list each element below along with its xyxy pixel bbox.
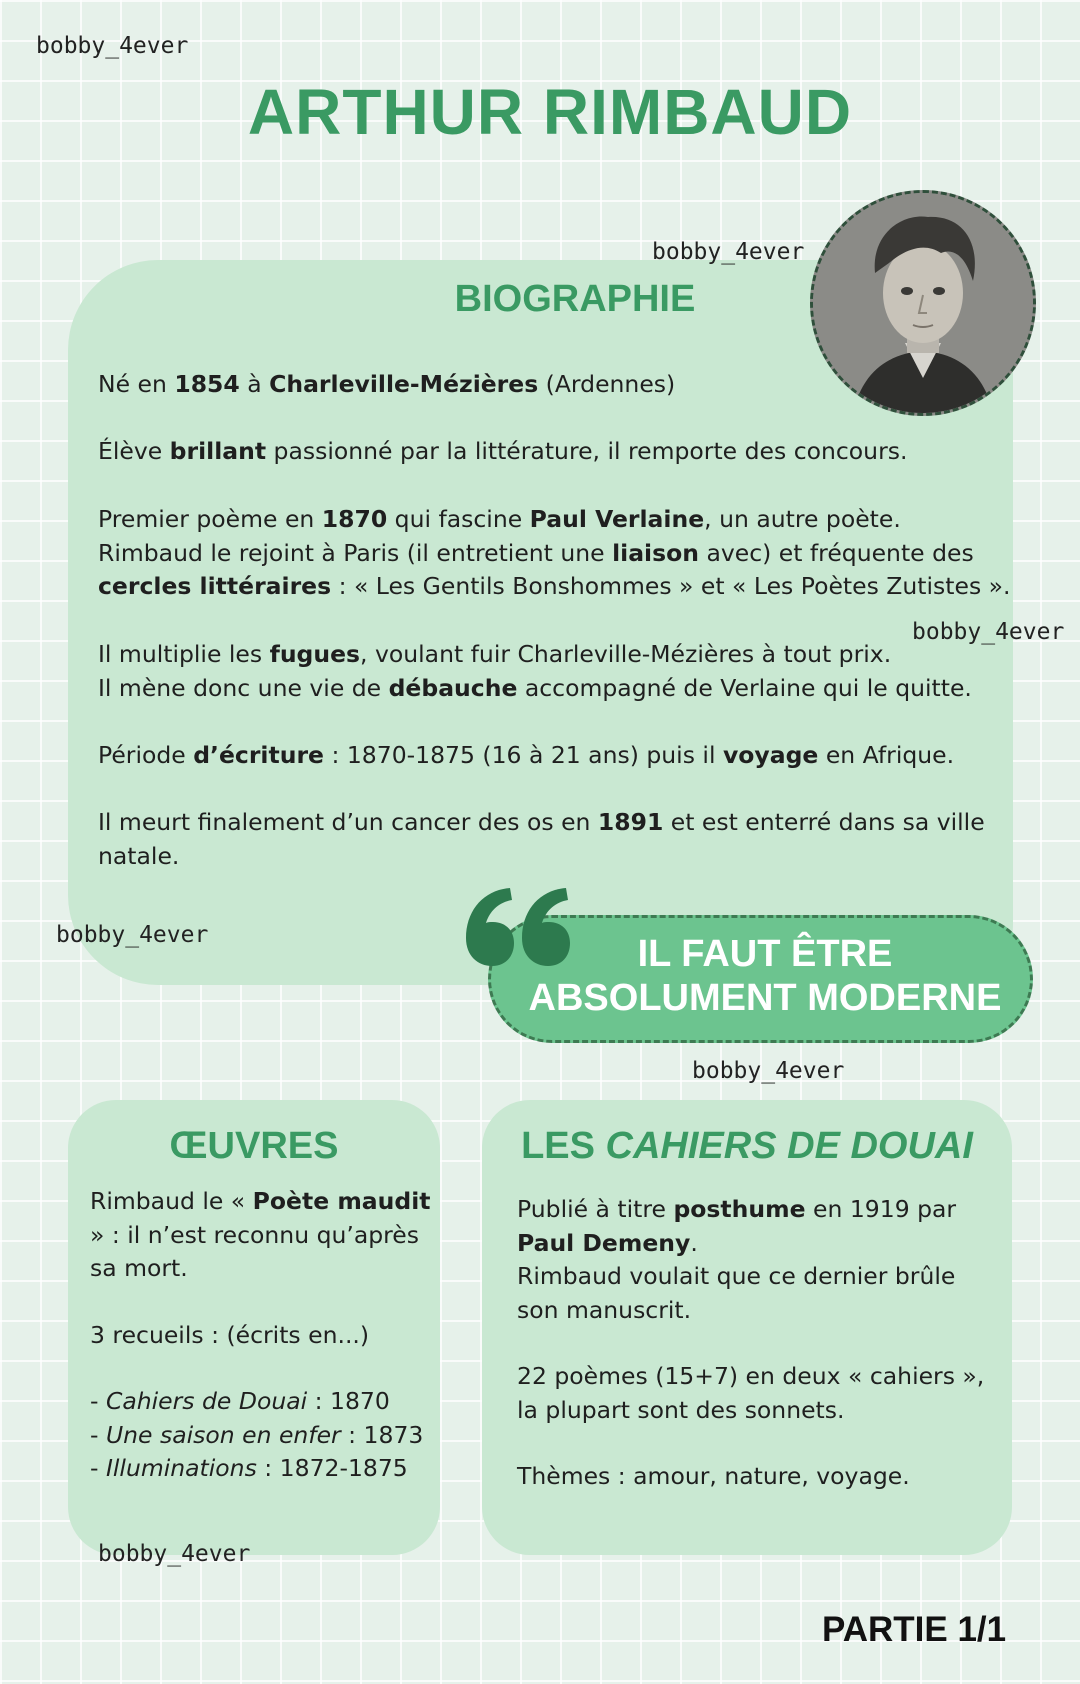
oeuvres-heading: ŒUVRES <box>169 1125 339 1167</box>
watermark: bobby_4ever <box>56 922 209 948</box>
bio-fugues: Il multiplie les fugues, voulant fuir Charleville-Mézières à tout prix. Il mène donc une vie de débauche accompagné de Verlaine qui le quitte. <box>98 640 972 702</box>
oeuvres-intro: Rimbaud le « Poète maudit » : il n’est reconnu qu’après sa mort. <box>90 1187 431 1282</box>
page-title: ARTHUR RIMBAUD <box>247 76 853 148</box>
watermark: bobby_4ever <box>652 239 805 265</box>
cahiers-publication: Publié à titre posthume en 1919 par Paul Demeny. <box>517 1195 957 1257</box>
cahiers-themes: Thèmes : amour, nature, voyage. <box>517 1462 910 1490</box>
bio-writing-period: Période d’écriture : 1870-1875 (16 à 21 ans) puis il voyage en Afrique. <box>98 741 955 769</box>
bio-first-poem: Premier poème en 1870 qui fascine Paul Verlaine, un autre poète. Rimbaud le rejoint à Paris (il entretient une liaison avec) et fréquente des cercles littéraires : « Les Gentils Bonshommes » et « Les Poètes Zutistes ». <box>98 505 1011 600</box>
oeuvres-text <box>90 1185 435 1486</box>
cahiers-heading: LES CAHIERS DE DOUAI <box>521 1125 973 1167</box>
biography-heading: BIOGRAPHIE <box>454 278 696 320</box>
watermark: bobby_4ever <box>36 33 189 59</box>
bio-birth: Né en 1854 à Charleville-Mézières (Ardennes) <box>98 370 676 398</box>
cahiers-text <box>517 1193 997 1494</box>
watermark: bobby_4ever <box>98 1541 251 1567</box>
bio-student: Élève brillant passionné par la littérature, il remporte des concours. <box>98 437 908 465</box>
works-list: - Cahiers de Douai : 1870 - Une saison en enfer : 1873 - Illuminations : 1872-1875 <box>90 1387 424 1482</box>
oeuvres-recueils: 3 recueils : (écrits en...) <box>90 1320 370 1349</box>
bio-death: Il meurt finalement d’un cancer des os en 1891 et est enterré dans sa ville natale. <box>98 808 985 870</box>
watermark: bobby_4ever <box>692 1058 845 1084</box>
part-label: PARTIE 1/1 <box>822 1610 1007 1649</box>
cahiers-poems: 22 poèmes (15+7) en deux « cahiers », la plupart sont des sonnets. <box>517 1362 985 1424</box>
quote-text: IL FAUT ÊTRE ABSOLUMENT MODERNE <box>528 933 1002 1019</box>
watermark: bobby_4ever <box>912 619 1065 645</box>
cahiers-manuscript: Rimbaud voulait que ce dernier brûle son manuscrit. <box>517 1262 956 1324</box>
